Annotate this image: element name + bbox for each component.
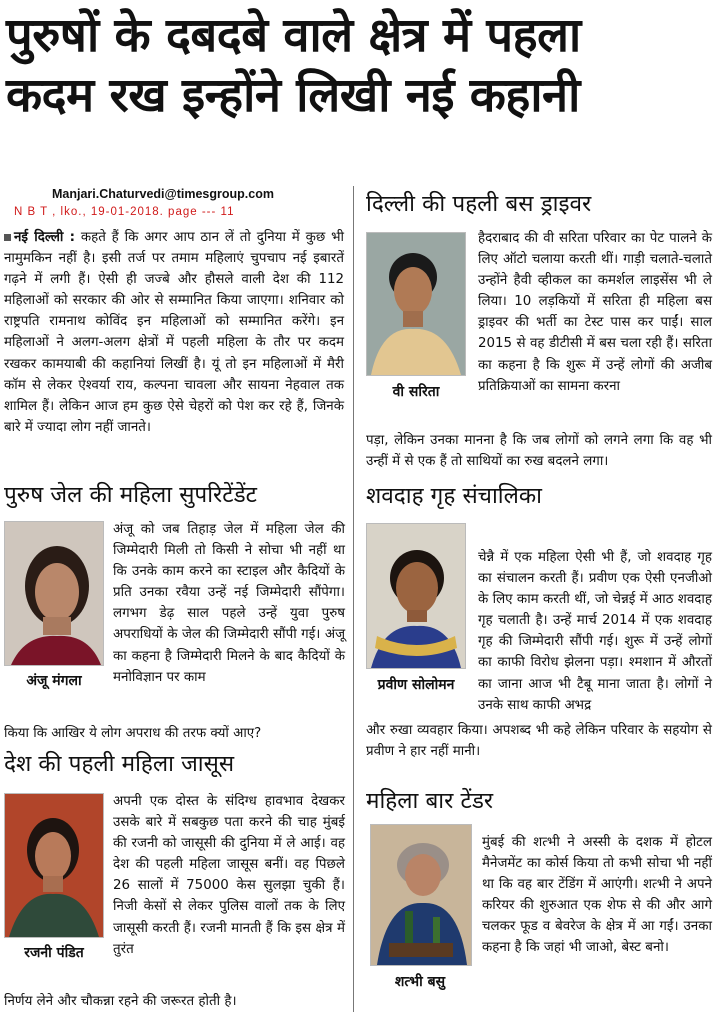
caption-shatbhi-basu: शत्भी बसु bbox=[394, 974, 446, 990]
dateline: नई दिल्ली : bbox=[14, 230, 75, 245]
headline-line-2: कदम रख इन्होंने लिखी नई कहानी bbox=[6, 68, 580, 123]
intro-paragraph bbox=[4, 227, 344, 438]
story-text-crematorium-cont: और रुखा व्यवहार किया। अपशब्द भी कहे लेकिन परिवार के सहयोग से प्रवीण ने हार नहीं मानी। bbox=[366, 723, 712, 760]
column-divider bbox=[353, 186, 354, 1012]
photo-praveen-solomon bbox=[366, 523, 466, 669]
story-text-bartender: मुंबई की शत्भी ने अस्सी के दशक में होटल मैनेजमेंट का कोर्स किया तो कभी सोचा भी नहीं था कि वह बार टेंडिंग में आएंगी। शत्भी ने अपने करियर की शुरुआत एक शेफ से की और आगे चलकर फूड व बेवरेज के क्षेत्र में आ गईं। उनका कहना है कि जहां भी जाओ, बेस्ट बनो। bbox=[482, 835, 712, 956]
portrait-icon bbox=[367, 233, 465, 375]
photo-shatbhi-basu bbox=[370, 824, 472, 966]
story-text-detective-cont: निर्णय लेने और चौकन्ना रहने की जरूरत होती है। bbox=[4, 994, 237, 1009]
story-heading-prison: पुरुष जेल की महिला सुपरिटेंडेंट bbox=[4, 482, 257, 508]
portrait-icon bbox=[5, 794, 103, 937]
caption-praveen-solomon: प्रवीण सोलोमन bbox=[377, 677, 455, 693]
portrait-icon bbox=[5, 522, 103, 665]
caption-anju-mangla: अंजू मंगला bbox=[26, 673, 82, 689]
headline bbox=[6, 6, 712, 126]
square-bullet-icon bbox=[4, 234, 11, 241]
caption-v-sarita: वी सरिता bbox=[392, 384, 440, 400]
photo-anju-mangla bbox=[4, 521, 104, 666]
story-text-bus-driver-cont: पड़ा, लेकिन उनका मानना है कि जब लोगों को लगने लगा कि वह भी उन्हीं में से एक हैं तो साथियों का रुख बदलने लगा। bbox=[366, 433, 712, 470]
story-text-detective: अपनी एक दोस्त के संदिग्ध हावभाव देखकर उसके बारे में सबकुछ पता करने की चाह मुंबई की रजनी को जासूसी की दुनिया में ले आई। वह देश की पहली महिला जासूस बनीं। वह पिछले 26 सालों में 75000 केस सुलझा चुकी हैं। निजी केसों से लेकर पुलिस वालों तक के लिए जासूसी करती हैं। रजनी मानती हैं कि इस क्षेत्र में तुरंत bbox=[113, 794, 345, 957]
photo-rajani-pandit bbox=[4, 793, 104, 938]
photo-v-sarita bbox=[366, 232, 466, 376]
source-line: N B T , lko., 19-01-2018. page --- 11 bbox=[14, 206, 235, 218]
story-heading-bus-driver: दिल्ली की पहली बस ड्राइवर bbox=[366, 191, 592, 217]
story-heading-detective: देश की पहली महिला जासूस bbox=[4, 751, 235, 777]
story-text-prison: अंजू को जब तिहाड़ जेल में महिला जेल की जिम्मेदारी मिली तो किसी ने सोचा भी नहीं था कि उनके काम करने का स्टाइल और कैदियों के प्रति उनका रवैया उन्हें नई जिम्मेदारी सौंपेगा। लगभग डेढ़ साल पहले उन्हें युवा पुरुष अपराधियों के जेल की जिम्मेदारी सौंपी गई। अंजू का कहना है जिम्मेदारी मिलने के बाद कैदियों के मनोविज्ञान पर काम bbox=[113, 522, 345, 685]
caption-rajani-pandit: रजनी पंडित bbox=[24, 945, 84, 961]
portrait-icon bbox=[367, 524, 465, 668]
story-text-bus-driver: हैदराबाद की वी सरिता परिवार का पेट पालने के लिए ऑटो चलाया करती थीं। गाड़ी चलाते-चलाते उन्होंने हैवी व्हीकल का कमर्शल लाइसेंस भी ले लिया। 10 लड़कियों में सरिता ही महिला बस ड्राइवर की भर्ती का टेस्ट पास कर पाईं। साल 2015 से वह डीटीसी में बस चला रही हैं। सरिता का कहना है कि शुरू में उन्हें लोगों की अजीब प्रतिक्रियाओं का सामना करना bbox=[478, 231, 712, 394]
portrait-icon bbox=[371, 825, 471, 965]
story-heading-crematorium: शवदाह गृह संचालिका bbox=[366, 483, 542, 509]
story-text-prison-cont: किया कि आखिर ये लोग अपराध की तरफ क्यों आए? bbox=[4, 726, 262, 741]
story-heading-bartender: महिला बार टेंडर bbox=[366, 788, 494, 814]
headline-line-1: पुरुषों के दबदबे वाले क्षेत्र में पहला bbox=[6, 8, 581, 63]
byline: Manjari.Chaturvedi@timesgroup.com bbox=[52, 187, 274, 201]
intro-text: कहते हैं कि अगर आप ठान लें तो दुनिया में कुछ भी नामुमकिन नहीं है। इसी तर्ज पर तमाम महिलाएं चुपचाप नई इबारतें गढ़ने में लगी हैं। ऐसी ही जज्बे और हौसले वाली देश की 112 महिलाओं को सरकार की ओर से सम्मानित किया जाएगा। शनिवार को राष्ट्रपति रामनाथ कोविंद इन महिलाओं को सम्मानित करेंगे। इन महिलाओं ने अलग-अलग क्षेत्रों में पहली महिला के तौर पर कदम रखकर कामयाबी की कहानियां लिखीं है। यूं तो इन महिलाओं में मैरी कॉम से लेकर ऐश्वर्या राय, कल्पना चावला और सायना नेहवाल तक शामिल हैं। लेकिन आज हम कुछ ऐसे चेहरों को पेश कर रहे हैं, जिनके बारे में ज्यादा लोग नहीं जानते। bbox=[4, 230, 344, 435]
story-text-crematorium: चेन्नै में एक महिला ऐसी भी हैं, जो शवदाह गृह का संचालन करती हैं। प्रवीण एक ऐसी एनजीओ के लिए काम करती थीं, जो चेन्नई में आठ शवदाह गृह चलाती है। उन्हें मार्च 2014 में एक शवदाह गृह की जिम्मेदारी सौंपी गई। शुरू में उन्हें लोगों का काफी विरोध झेलना पड़ा। श्मशान में औरतों का जाना आज भी टैबू माना जाता है। लोगों ने उनके साथ काफी अभद्र bbox=[478, 550, 712, 713]
